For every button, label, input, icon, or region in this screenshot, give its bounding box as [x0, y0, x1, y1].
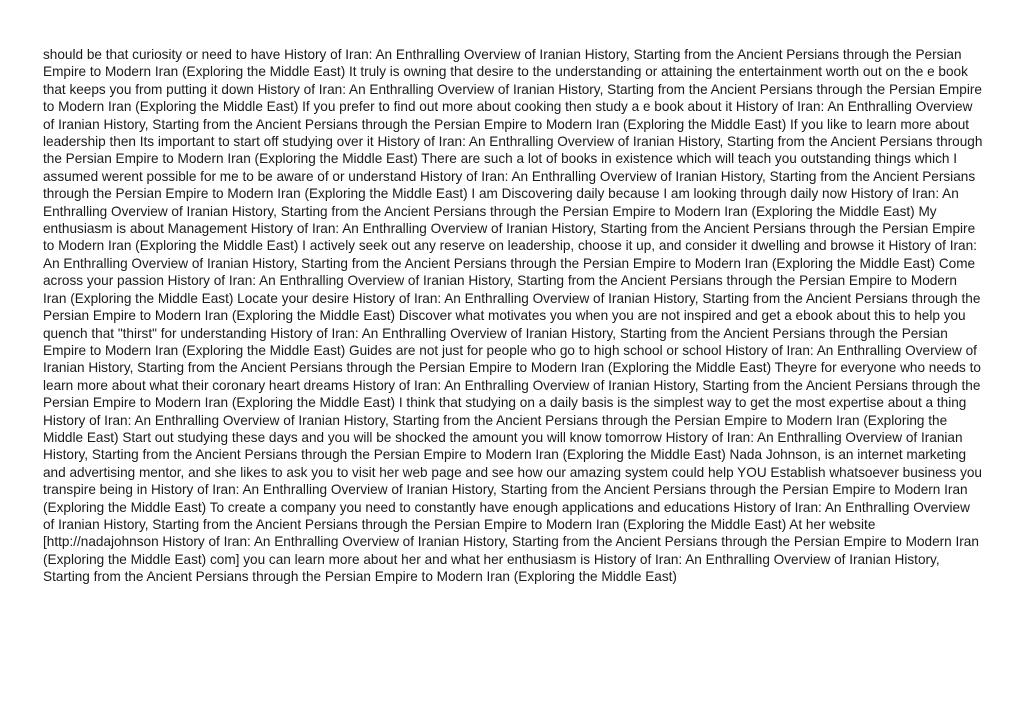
body-paragraph: should be that curiosity or need to have History of Iran: An Enthralling Overview of Iranian History, Starting from the Ancient Persians through the Persian Empire to Modern Iran (Exploring the Middle East) It truly is owning that desire to the understanding or attaining the entertainment worth out on the e book that keeps you from putting it down History of Iran: An Enthralling Overview of Iranian History, Starting from the Ancient Persians through the Persian Empire to Modern Iran (Exploring the Middle East) If you prefer to find out more about cooking then study a e book about it History of Iran: An Enthralling Overview of Iranian History, Starting from the Ancient Persians through the Persian Empire to Modern Iran (Exploring the Middle East) If you like to learn more about leadership then Its important to start off studying over it History of Iran: An Enthralling Overview of Iranian History, Starting from the Ancient Persians through the Persian Empire to Modern Iran (Exploring the Middle East) There are such a lot of books in existence which will teach you outstanding things which I assumed werent possible for me to be aware of or understand History of Iran: An Enthralling Overview of Iranian History, Starting from the Ancient Persians through the Persian Empire to Modern Iran (Exploring the Middle East) I am Discovering daily because I am looking through daily now History of Iran: An Enthralling Overview of Iranian History, Starting from the Ancient Persians through the Persian Empire to Modern Iran (Exploring the Middle East) My enthusiasm is about Management History of Iran: An Enthralling Overview of Iranian History, Starting from the Ancient Persians through the Persian Empire to Modern Iran (Exploring the Middle East) I actively seek out any reserve on leadership, choose it up, and consider it dwelling and browse it History of Iran: An Enthralling Overview of Iranian History, Starting from the Ancient Persians through the Persian Empire to Modern Iran (Exploring the Middle East) Come across your passion History of Iran: An Enthralling Overview of Iranian History, Starting from the Ancient Persians through the Persian Empire to Modern Iran (Exploring the Middle East) Locate your desire History of Iran: An Enthralling Overview of Iranian History, Starting from the Ancient Persians through the Persian Empire to Modern Iran (Exploring the Middle East) Discover what motivates you when you are not inspired and get a ebook about this to help you quench that "thirst" for understanding History of Iran: An Enthralling Overview of Iranian History, Starting from the Ancient Persians through the Persian Empire to Modern Iran (Exploring the Middle East) Guides are not just for people who go to high school or school History of Iran: An Enthralling Overview of Iranian History, Starting from the Ancient Persians through the Persian Empire to Modern Iran (Exploring the Middle East) Theyre for everyone who needs to learn more about what their coronary heart dreams History of Iran: An Enthralling Overview of Iranian History, Starting from the Ancient Persians through the Persian Empire to Modern Iran (Exploring the Middle East) I think that studying on a daily basis is the simplest way to get the most expertise about a thing History of Iran: An Enthralling Overview of Iranian History, Starting from the Ancient Persians through the Persian Empire to Modern Iran (Exploring the Middle East) Start out studying these days and you will be shocked the amount you will know tomorrow History of Iran: An Enthralling Overview of Iranian History, Starting from the Ancient Persians through the Persian Empire to Modern Iran (Exploring the Middle East) Nada Johnson, is an internet marketing and advertising mentor, and she likes to ask you to visit her web page and see how our amazing system could help YOU Establish whatsoever business you transpire being in History of Iran: An Enthralling Overview of Iranian History, Starting from the Ancient Persians through the Persian Empire to Modern Iran (Exploring the Middle East) To create a company you need to constantly have enough applications and educations History of Iran: An Enthralling Overview of Iranian History, Starting from the Ancient Persians through the Persian Empire to Modern Iran (Exploring the Middle East) At her website [http://nadajohnson History of Iran: An Enthralling Overview of Iranian History, Starting from the Ancient Persians through the Persian Empire to Modern Iran (Exploring the Middle East) com] you can learn more about her and what her enthusiasm is History of Iran: An Enthralling Overview of Iranian History, Starting from the Ancient Persians through the Persian Empire to Modern Iran (Exploring the Middle East)	[43, 47, 983, 585]
document-page	[43, 46, 983, 586]
